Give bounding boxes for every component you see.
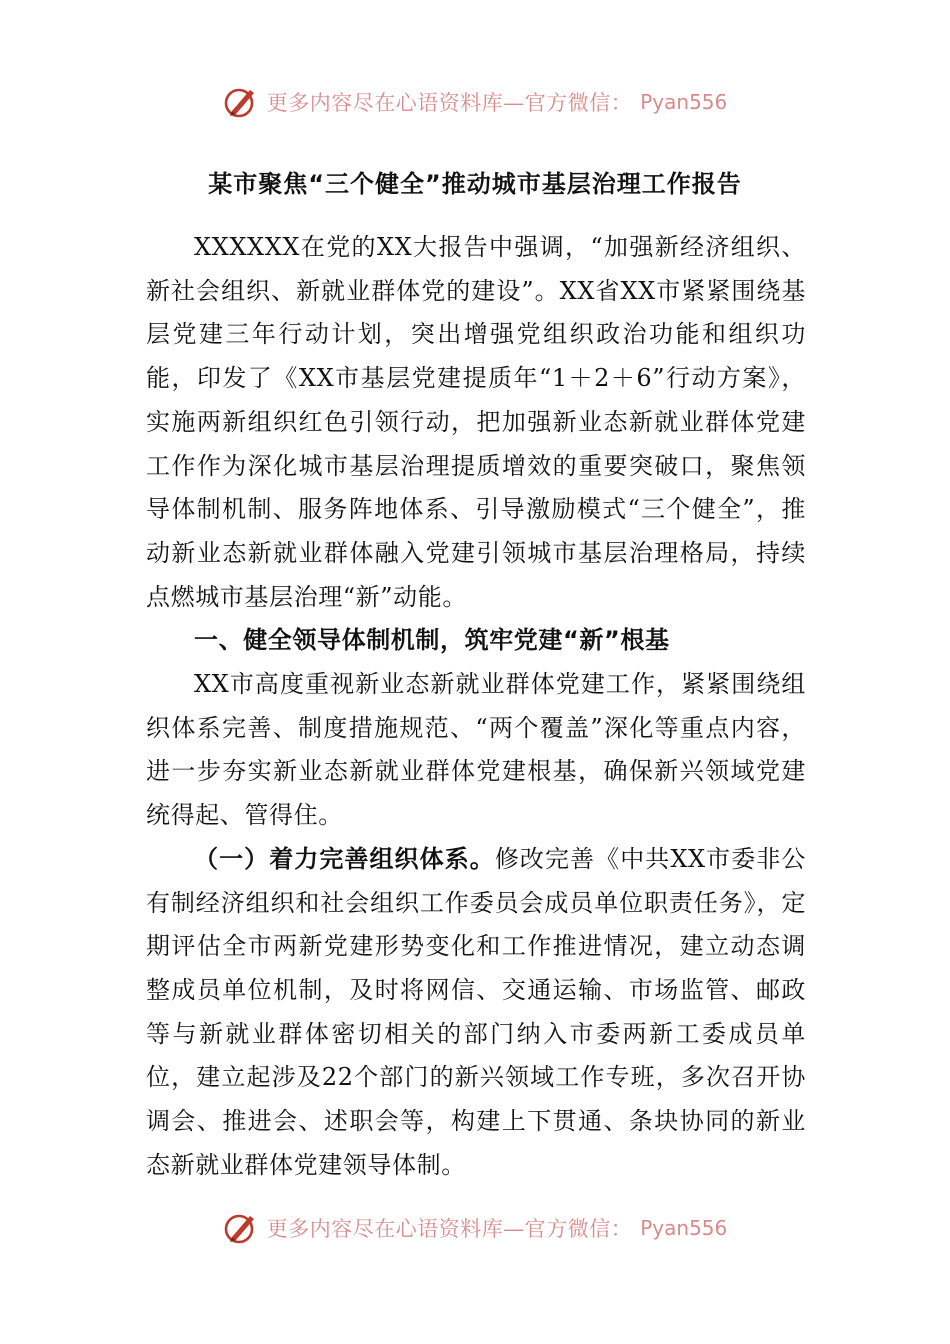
- watermark-handle: Pyan556: [640, 90, 728, 114]
- watermark-text: 更多内容尽在心语资料库—官方微信：: [266, 91, 633, 115]
- subsection-1-text: 修改完善《中共XX市委非公有制经济组织和社会组织工作委员会成员单位职责任务》，定期评估全市两新党建形势变化和工作推进情况，建立动态调整成员单位机制，及时将网信、交通运输、市场监管、邮政等与新就业群体密切相关的部门纳入市委两新工委成员单位，建立起涉及22个部门的新兴领域工作专班，多次召开协调会、推进会、述职会等，构建上下贯通、条块协同的新业态新就业群体党建领导体制。: [146, 844, 806, 1179]
- subsection-1-lead: （一）着力完善组织体系。: [194, 844, 495, 873]
- subsection-1-paragraph: [146, 838, 806, 1188]
- watermark-text: 更多内容尽在心语资料库—官方微信：: [266, 1217, 633, 1241]
- section-1-heading: 一、健全领导体制机制，筑牢党建“新”根基: [194, 626, 670, 655]
- pen-logo-icon: [223, 84, 259, 120]
- watermark-banner-bottom: [0, 1208, 950, 1248]
- pen-logo-icon: [223, 1210, 259, 1246]
- intro-paragraph: XXXXXX在党的XX大报告中强调，“加强新经济组织、新社会组织、新就业群体党的建设”。XX省XX市紧紧围绕基层党建三年行动计划，突出增强党组织政治功能和组织功能，印发了《XX市基层党建提质年“1＋2＋6”行动方案》，实施两新组织红色引领行动，把加强新业态新就业群体党建工作作为深化城市基层治理提质增效的重要突破口，聚焦领导体制机制、服务阵地体系、引导激励模式“三个健全”，推动新业态新就业群体融入党建引领城市基层治理格局，持续点燃城市基层治理“新”动能。: [146, 233, 806, 611]
- watermark-banner-top: [0, 82, 950, 122]
- document-body: [146, 226, 806, 1187]
- watermark-handle: Pyan556: [640, 1216, 728, 1240]
- section-1-paragraph: XX市高度重视新业态新就业群体党建工作，紧紧围绕组织体系完善、制度措施规范、“两个覆盖”深化等重点内容，进一步夯实新业态新就业群体党建根基，确保新兴领域党建统得起、管得住。: [146, 670, 806, 830]
- document-title: 某市聚焦“三个健全”推动城市基层治理工作报告: [208, 170, 742, 198]
